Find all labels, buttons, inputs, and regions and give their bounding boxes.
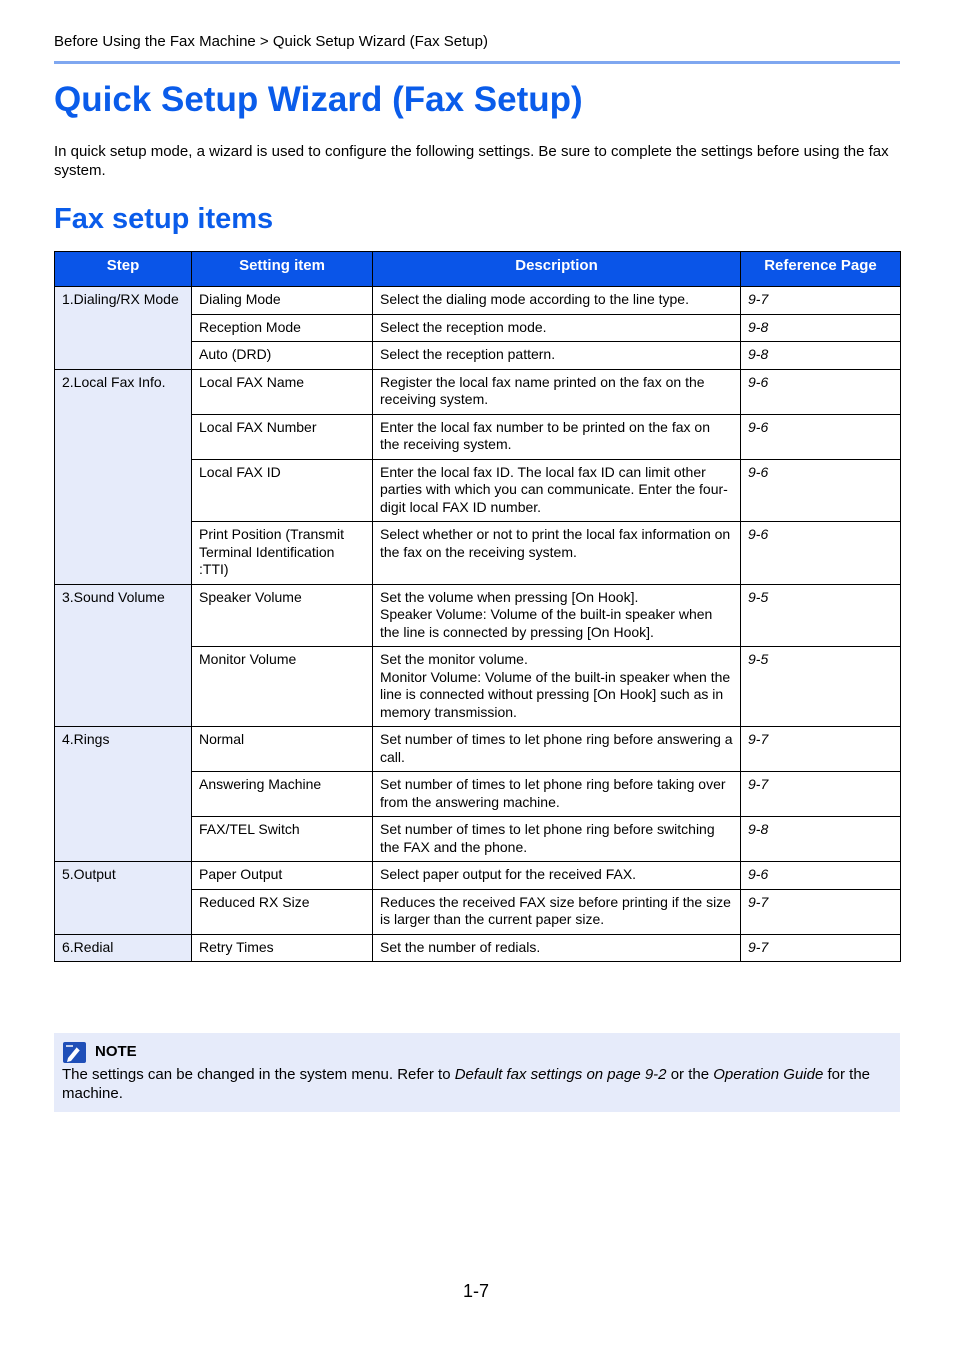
setting-item-cell: FAX/TEL Switch	[192, 817, 373, 862]
table-row	[55, 934, 901, 962]
description-cell: Enter the local fax ID. The local fax ID can limit other parties with which you can communicate. Enter the four-digit local FAX ID number.	[373, 459, 741, 522]
fax-setup-table	[54, 251, 901, 962]
note-icon	[63, 1042, 86, 1063]
setting-item-cell: Reduced RX Size	[192, 889, 373, 934]
section-title: Fax setup items	[54, 203, 274, 235]
reference-page-link[interactable]: 9-6	[741, 522, 901, 585]
header-rule	[54, 61, 900, 64]
note-label: NOTE	[95, 1043, 137, 1060]
step-cell: 6.Redial	[55, 934, 192, 962]
reference-page-link[interactable]: 9-7	[741, 772, 901, 817]
setting-item-cell: Local FAX ID	[192, 459, 373, 522]
note-text-part: for the machine.	[62, 1066, 871, 1102]
reference-page-link[interactable]: 9-6	[741, 369, 901, 414]
note-text-part: The settings can be changed in the system menu. Refer to	[62, 1066, 455, 1083]
step-cell: 2.Local Fax Info.	[55, 369, 192, 584]
reference-page-link[interactable]: 9-8	[741, 342, 901, 370]
breadcrumb: Before Using the Fax Machine > Quick Setup Wizard (Fax Setup)	[54, 33, 488, 50]
reference-page-link[interactable]: 9-6	[741, 459, 901, 522]
description-cell: Set number of times to let phone ring before answering a call.	[373, 727, 741, 772]
table-header-row	[55, 252, 901, 287]
description-cell: Reduces the received FAX size before printing if the size is larger than the current paper size.	[373, 889, 741, 934]
table-row	[55, 727, 901, 772]
table-row	[55, 862, 901, 890]
note-link-default-fax-settings[interactable]: Default fax settings on page 9-2	[454, 1066, 667, 1083]
reference-page-link[interactable]: 9-6	[741, 862, 901, 890]
setting-item-cell: Retry Times	[192, 934, 373, 962]
reference-page-link[interactable]: 9-8	[741, 314, 901, 342]
description-cell: Select paper output for the received FAX.	[373, 862, 741, 890]
reference-page-link[interactable]: 9-8	[741, 817, 901, 862]
table-row	[55, 287, 901, 315]
setting-item-cell: Speaker Volume	[192, 584, 373, 647]
intro-paragraph: In quick setup mode, a wizard is used to configure the following settings. Be sure to complete the settings before using the fax system.	[54, 143, 889, 179]
description-cell: Set number of times to let phone ring before switching the FAX and the phone.	[373, 817, 741, 862]
reference-page-link[interactable]: 9-7	[741, 889, 901, 934]
header-description: Description	[373, 252, 741, 287]
note-ref-operation-guide: Operation Guide	[713, 1066, 824, 1083]
description-cell: Enter the local fax number to be printed on the fax on the receiving system.	[373, 414, 741, 459]
setting-item-cell: Print Position (Transmit Terminal Identification :TTI)	[192, 522, 373, 585]
setting-item-cell: Reception Mode	[192, 314, 373, 342]
setting-item-cell: Auto (DRD)	[192, 342, 373, 370]
step-cell: 4.Rings	[55, 727, 192, 862]
table-row	[55, 584, 901, 647]
table-row	[55, 369, 901, 414]
setting-item-cell: Paper Output	[192, 862, 373, 890]
table-body	[55, 287, 901, 962]
header-setting-item: Setting item	[192, 252, 373, 287]
description-cell: Select the dialing mode according to the line type.	[373, 287, 741, 315]
reference-page-link[interactable]: 9-6	[741, 414, 901, 459]
page-title: Quick Setup Wizard (Fax Setup)	[54, 80, 583, 119]
description-cell: Set the monitor volume. Monitor Volume: Volume of the built-in speaker when the line is connected without pressing [On Hook] such as in memory transmission.	[373, 647, 741, 727]
description-cell: Select the reception pattern.	[373, 342, 741, 370]
description-cell: Set number of times to let phone ring before taking over from the answering machine.	[373, 772, 741, 817]
description-cell: Set the number of redials.	[373, 934, 741, 962]
setting-item-cell: Normal	[192, 727, 373, 772]
description-cell: Select the reception mode.	[373, 314, 741, 342]
setting-item-cell: Local FAX Number	[192, 414, 373, 459]
page-number: 1-7	[463, 1281, 490, 1301]
setting-item-cell: Monitor Volume	[192, 647, 373, 727]
description-cell: Register the local fax name printed on the fax on the receiving system.	[373, 369, 741, 414]
setting-item-cell: Dialing Mode	[192, 287, 373, 315]
reference-page-link[interactable]: 9-5	[741, 647, 901, 727]
reference-page-link[interactable]: 9-7	[741, 934, 901, 962]
setting-item-cell: Local FAX Name	[192, 369, 373, 414]
setting-item-cell: Answering Machine	[192, 772, 373, 817]
description-cell: Select whether or not to print the local fax information on the fax on the receiving system.	[373, 522, 741, 585]
note-box	[54, 1033, 900, 1112]
reference-page-link[interactable]: 9-5	[741, 584, 901, 647]
step-cell: 5.Output	[55, 862, 192, 935]
step-cell: 3.Sound Volume	[55, 584, 192, 727]
reference-page-link[interactable]: 9-7	[741, 287, 901, 315]
step-cell: 1.Dialing/RX Mode	[55, 287, 192, 370]
description-cell: Set the volume when pressing [On Hook]. Speaker Volume: Volume of the built-in speaker when the line is connected by pressing [On Hook].	[373, 584, 741, 647]
note-text	[62, 1065, 892, 1103]
header-step: Step	[55, 252, 192, 287]
reference-page-link[interactable]: 9-7	[741, 727, 901, 772]
note-text-part: or the	[666, 1066, 714, 1083]
header-reference-page: Reference Page	[741, 252, 901, 287]
